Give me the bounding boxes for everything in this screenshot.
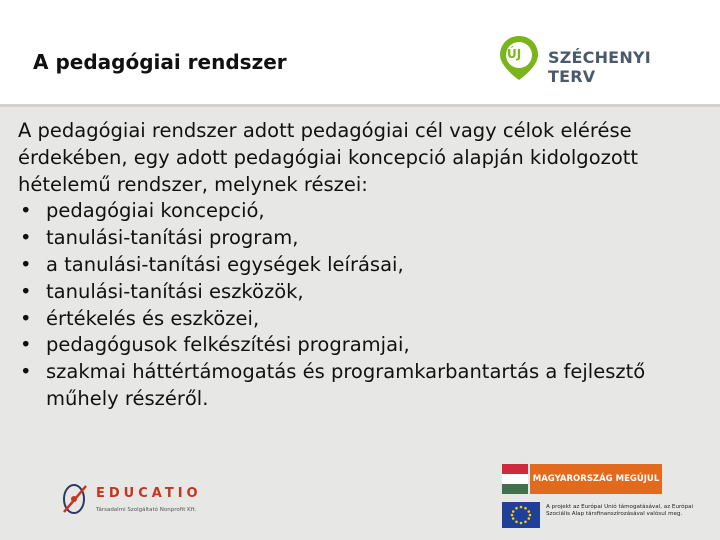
bullet-list xyxy=(18,198,708,412)
slide-header xyxy=(0,0,720,104)
funding-logos xyxy=(500,464,700,532)
bullet-icon: • xyxy=(20,252,32,276)
list-item xyxy=(18,225,708,252)
list-item-text: szakmai háttértámogatás és programkarbantartás a fejlesztő műhely részéről. xyxy=(46,360,646,410)
list-item xyxy=(18,252,708,279)
body-text xyxy=(18,118,708,413)
logo-badge: ÚJ xyxy=(507,47,522,61)
list-item-text: pedagógusok felkészítési programjai, xyxy=(46,333,410,357)
magyarorszag-megujul-banner: MAGYARORSZÁG MEGÚJUL xyxy=(530,464,662,494)
list-item-text: tanulási-tanítási program, xyxy=(46,226,299,250)
educatio-subtitle: Társadalmi Szolgáltató Nonprofit Kft. xyxy=(96,507,197,513)
eu-flag-icon xyxy=(502,502,540,528)
list-item xyxy=(18,359,708,413)
list-item xyxy=(18,198,708,225)
list-item-text: tanulási-tanítási eszközök, xyxy=(46,279,304,303)
educatio-logo xyxy=(60,480,230,520)
bullet-icon: • xyxy=(20,226,32,250)
slide-title: A pedagógiai rendszer xyxy=(33,50,287,74)
educatio-emblem-icon xyxy=(60,480,90,518)
bullet-icon: • xyxy=(20,360,32,384)
bullet-icon: • xyxy=(20,199,32,223)
szechenyi-terv-logo xyxy=(498,34,698,90)
list-item xyxy=(18,306,708,333)
bullet-icon: • xyxy=(20,279,32,303)
logo-text: SZÉCHENYI TERV xyxy=(548,48,651,86)
educatio-name: EDUCATIO xyxy=(96,486,202,501)
list-item-text: értékelés és eszközei, xyxy=(46,306,260,330)
bullet-icon: • xyxy=(20,333,32,357)
list-item xyxy=(18,279,708,306)
list-item-text: a tanulási-tanítási egységek leírásai, xyxy=(46,252,404,276)
intro-paragraph: A pedagógiai rendszer adott pedagógiai cél vagy célok elérése érdekében, egy adott pedagógiai koncepció alapján kidolgozott hételemű rendszer, melynek részei: xyxy=(18,119,639,196)
bullet-icon: • xyxy=(20,306,32,330)
eu-funding-text: A projekt az Európai Unió támogatásával, az Európai Szociális Alap társfinanszírozásával valósul meg. xyxy=(546,504,694,518)
list-item xyxy=(18,332,708,359)
list-item-text: pedagógiai koncepció, xyxy=(46,199,265,223)
hungarian-flag-icon xyxy=(502,464,528,494)
